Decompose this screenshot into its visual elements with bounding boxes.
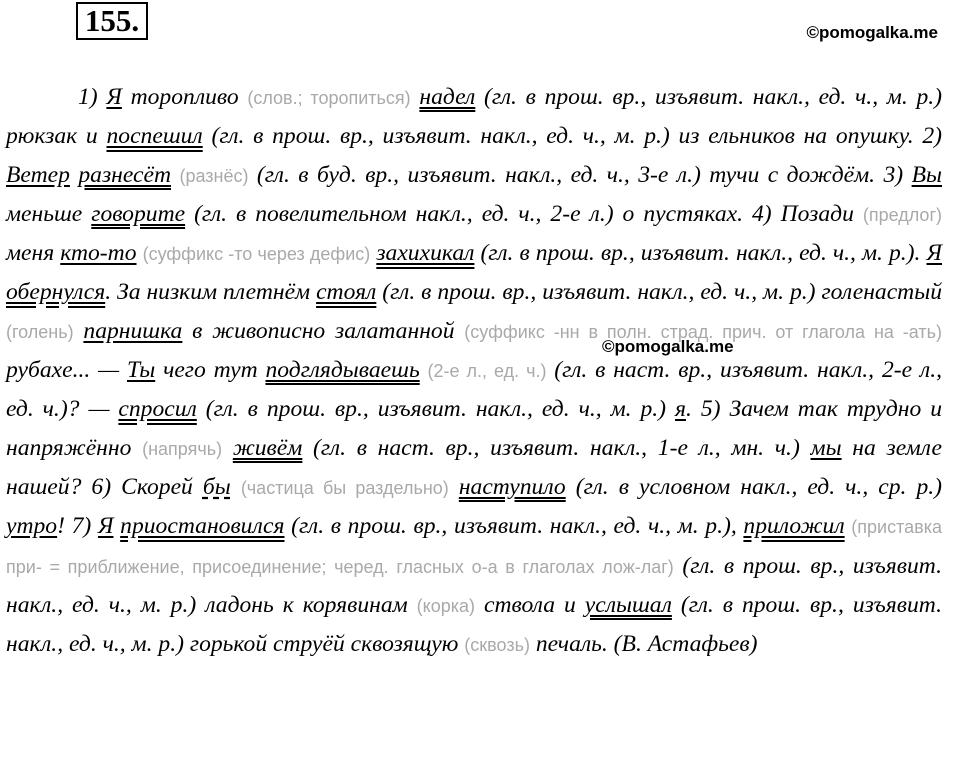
subject-ya: Я	[106, 84, 122, 110]
predicate-stoyal: стоял	[316, 279, 377, 306]
note-torapit: (слов.; торопиться)	[247, 88, 411, 108]
text-run: (гл. в прош. вр., изъявит. накл., ед. ч., м. р.) горькой струёй сквозящую	[6, 591, 942, 658]
subject-my: мы	[810, 434, 842, 461]
text-run: чего тут	[155, 357, 266, 384]
text-run	[231, 474, 241, 500]
note-skvoz: (сквозь)	[464, 635, 530, 656]
subject-kto-to: кто-то	[60, 240, 137, 267]
text-run: (гл. в прош. вр., изъявит. накл., ед. ч., м. р.).	[474, 240, 927, 267]
text-run: на земле нашей? 6) Скорей	[6, 434, 942, 500]
predicate-raznesyot: разнесёт	[78, 161, 171, 188]
text-run: (гл. в повелительном накл., ед. ч., 2-е л.) о пустяках. 4) Позади	[185, 200, 863, 227]
predicate-zahihikal: захихикал	[376, 240, 475, 267]
text-run: (гл. в наст. вр., изъявит. накл., 2-е л., ед. ч.)? —	[6, 357, 943, 423]
note-raznyos: (разнёс)	[179, 165, 249, 186]
predicate-priostanovilsya: приостановился	[120, 513, 285, 540]
text-run: ствола и	[475, 591, 585, 618]
note-predlog: (предлог)	[862, 204, 943, 225]
text-run: . За низким плетнём	[105, 279, 317, 306]
exercise-number: 155.	[76, 2, 148, 40]
subject-ya-4: Я	[97, 513, 114, 540]
subject-veter: Ветер	[6, 161, 70, 188]
predicate-prilozhil: приложил	[743, 513, 845, 540]
text-run	[449, 474, 459, 500]
text-run: в живописно залатанной	[182, 317, 465, 344]
predicate-govorite: говорите	[91, 200, 186, 227]
text-run: торопливо	[121, 84, 248, 110]
predicate-uslyshal: услышал	[584, 591, 672, 618]
text-run: (гл. в прош. вр., изъявит. накл., ед. ч., м. р.),	[284, 513, 744, 540]
text-run: . 5) Зачем так трудно и напряжённо	[6, 396, 943, 461]
note-suffix-nn: (суффикс -нн в полн. страд. прич. от глагола на -ать)	[464, 321, 943, 342]
text-run: (гл. в прош. вр., изъявит. накл., ед. ч., м. р.) ладонь к корявинам	[6, 552, 942, 618]
note-suffix-to: (суффикс -то через дефис)	[142, 244, 371, 265]
text-run: (гл. в прош. вр., изъявит. накл., ед. ч., м. р.) из ельников на опушку. 2)	[202, 123, 943, 150]
text-run: (гл. в прош. вр., изъявит. накл., ед. ч., м. р.) голенастый	[376, 279, 942, 306]
text-run	[420, 357, 428, 383]
text-run: меньше	[6, 200, 92, 227]
subject-utro: утро	[6, 513, 58, 540]
particle-by: бы	[202, 473, 231, 500]
text-run: (гл. в буд. вр., изъявит. накл., ед. ч., 3-е л.) тучи с дождём. 3)	[248, 161, 912, 188]
subject-vy: Вы	[911, 161, 943, 188]
text-run: печаль. (В. Астафьев)	[529, 631, 758, 658]
text-run: (гл. в условном накл., ед. ч., ср. р.)	[565, 473, 943, 500]
subject-ya-3: я	[675, 396, 686, 423]
note-prefix-pri: (приставка при- = приближение, присоединение; черед. гласных о-а в глаголах лож-лаг)	[6, 517, 942, 577]
note-napryach: (напрячь)	[142, 438, 223, 459]
text-run: меня	[6, 240, 61, 267]
predicate-nadel: надел	[419, 84, 476, 110]
text-run	[74, 318, 84, 344]
predicate-pospeshil: поспешил	[106, 123, 203, 150]
subject-parnishka: парнишка	[83, 317, 183, 344]
text-run	[222, 435, 233, 461]
watermark-top: ©pomogalka.me	[806, 23, 938, 42]
predicate-zhivyom: живём	[232, 434, 303, 461]
note-golen: (голень)	[6, 321, 74, 342]
predicate-nastupilo: наступило	[458, 473, 566, 500]
text-run: (гл. в прош. вр., изъявит. накл., ед. ч., м. р.) рюкзак и	[6, 84, 943, 150]
watermark-middle: ©pomogalka.me	[602, 337, 734, 356]
text-run: (гл. в прош. вр., изъявит. накл., ед. ч., м. р.)	[196, 396, 676, 423]
predicate-obernulsya: обернулся	[6, 279, 106, 306]
note-2nd-person: (2-е л., ед. ч.)	[427, 361, 547, 382]
text-run: рубахе... —	[6, 357, 127, 384]
text-run: (гл. в наст. вр., изъявит. накл., 1-е л., мн. ч.)	[302, 434, 811, 461]
text-run: ! 7)	[57, 513, 98, 540]
text-run: 1)	[78, 84, 107, 110]
predicate-sprosil: спросил	[118, 396, 197, 423]
subject-ty: Ты	[126, 357, 156, 384]
predicate-podglyadyvaesh: подглядываешь	[265, 357, 420, 384]
exercise-paragraph	[6, 78, 942, 664]
subject-ya-2: Я	[926, 240, 943, 267]
note-particle-by: (частица бы раздельно)	[240, 477, 449, 498]
note-korka: (корка)	[416, 595, 476, 616]
